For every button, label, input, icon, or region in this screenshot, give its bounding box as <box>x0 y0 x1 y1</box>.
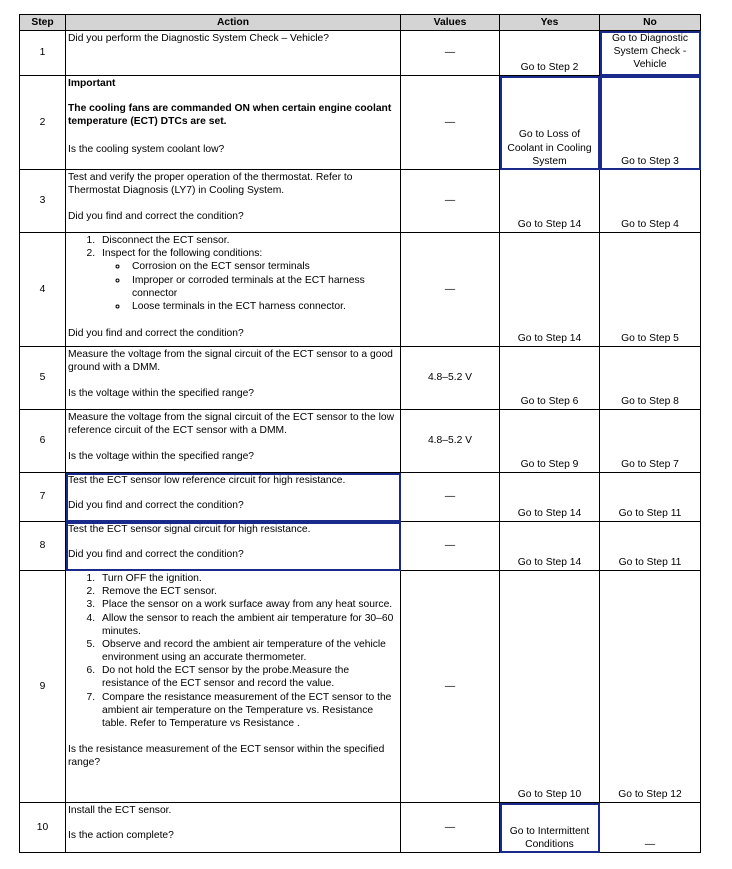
table-row <box>20 571 701 803</box>
question-text: Is the voltage within the specified range? <box>68 451 255 463</box>
values-cell: — <box>401 233 500 347</box>
question-text: Is the action complete? <box>68 830 174 842</box>
list-item: 2. Remove the ECT sensor. <box>98 585 398 598</box>
list-item: 5. Observe and record the ambient air temperature of the vehicle environment using an accurate thermometer. <box>98 638 398 664</box>
question-text: Did you find and correct the condition? <box>68 549 244 561</box>
no-link[interactable]: Go to Step 11 <box>600 522 701 571</box>
step-number: 10 <box>20 803 66 853</box>
action-cell <box>66 473 401 522</box>
values-cell: 4.8–5.2 V <box>401 347 500 410</box>
important-note: The cooling fans are commanded ON when certain engine coolant temperature (ECT) DTCs are set. <box>68 103 392 128</box>
diagnostic-table <box>19 14 701 853</box>
values-cell: — <box>401 571 500 803</box>
list-item: 4. Allow the sensor to reach the ambient air temperature for 30–60 minutes. <box>98 612 398 638</box>
yes-link[interactable]: Go to Step 14 <box>500 170 600 233</box>
no-link[interactable]: Go to Diagnostic System Check - Vehicle <box>600 31 701 76</box>
header-yes: Yes <box>500 15 600 31</box>
yes-link[interactable]: Go to Loss of Coolant in Cooling System <box>500 76 600 170</box>
instruction-text: Measure the voltage from the signal circuit of the ECT sensor to a good ground with a DMM. <box>68 349 393 374</box>
values-cell: — <box>401 803 500 853</box>
yes-link[interactable]: Go to Step 6 <box>500 347 600 410</box>
no-link[interactable]: Go to Step 12 <box>600 571 701 803</box>
step-number: 4 <box>20 233 66 347</box>
step-number: 8 <box>20 522 66 571</box>
instruction-text: Test the ECT sensor signal circuit for high resistance. <box>68 524 311 535</box>
yes-link[interactable]: Go to Intermittent Conditions <box>500 803 600 853</box>
list-item: ◦ Corrosion on the ECT sensor terminals <box>128 260 398 273</box>
table-row <box>20 233 701 347</box>
list-item: ◦ Loose terminals in the ECT harness connector. <box>128 300 398 313</box>
procedure-list <box>68 572 398 730</box>
yes-link[interactable]: Go to Step 2 <box>500 31 600 76</box>
action-cell <box>66 571 401 803</box>
header-step: Step <box>20 15 66 31</box>
table-row <box>20 522 701 571</box>
question-text: Did you find and correct the condition? <box>68 328 244 340</box>
procedure-list <box>68 234 398 313</box>
values-cell: — <box>401 31 500 76</box>
instruction-text: Install the ECT sensor. <box>68 805 172 816</box>
yes-link[interactable]: Go to Step 9 <box>500 410 600 473</box>
values-cell: — <box>401 522 500 571</box>
question-text: Is the voltage within the specified range? <box>68 388 255 400</box>
action-cell <box>66 803 401 853</box>
table-row <box>20 803 701 853</box>
table-row <box>20 347 701 410</box>
important-label: Important <box>68 78 116 89</box>
list-item: 7. Compare the resistance measurement of the ECT sensor to the ambient air temperature on the Temperature vs. Resistance table. Refer to Temperature vs Resistance . <box>98 691 398 731</box>
header-no: No <box>600 15 701 31</box>
yes-link[interactable]: Go to Step 14 <box>500 522 600 571</box>
table-row <box>20 76 701 170</box>
table-row <box>20 31 701 76</box>
header-row <box>20 15 701 31</box>
list-item-text: Inspect for the following conditions: <box>102 248 263 260</box>
header-values: Values <box>401 15 500 31</box>
action-cell <box>66 410 401 473</box>
question-text: Is the resistance measurement of the ECT sensor within the specified range? <box>68 744 385 769</box>
action-cell <box>66 347 401 410</box>
yes-link[interactable]: Go to Step 14 <box>500 473 600 522</box>
action-text: Did you perform the Diagnostic System Check – Vehicle? <box>66 31 401 76</box>
instruction-text: Measure the voltage from the signal circuit of the ECT sensor to the low reference circuit of the ECT sensor with a DMM. <box>68 412 395 437</box>
table-row <box>20 410 701 473</box>
action-cell <box>66 522 401 571</box>
no-link[interactable]: Go to Step 5 <box>600 233 701 347</box>
action-cell <box>66 76 401 170</box>
condition-list <box>102 260 398 313</box>
header-action: Action <box>66 15 401 31</box>
values-cell: — <box>401 473 500 522</box>
values-cell: — <box>401 170 500 233</box>
step-number: 1 <box>20 31 66 76</box>
no-link: — <box>600 803 701 853</box>
step-number: 2 <box>20 76 66 170</box>
list-item: 6. Do not hold the ECT sensor by the probe.Measure the resistance of the ECT sensor and record the value. <box>98 664 398 690</box>
list-item: ◦ Improper or corroded terminals at the ECT harness connector <box>128 274 398 300</box>
no-link[interactable]: Go to Step 11 <box>600 473 701 522</box>
no-link[interactable]: Go to Step 3 <box>600 76 701 170</box>
step-number: 5 <box>20 347 66 410</box>
list-item: 3. Place the sensor on a work surface away from any heat source. <box>98 598 398 611</box>
action-cell <box>66 170 401 233</box>
list-item <box>98 247 398 313</box>
no-link[interactable]: Go to Step 7 <box>600 410 701 473</box>
step-number: 6 <box>20 410 66 473</box>
list-item: 1. Turn OFF the ignition. <box>98 572 398 585</box>
table-row <box>20 170 701 233</box>
no-link[interactable]: Go to Step 8 <box>600 347 701 410</box>
values-cell: 4.8–5.2 V <box>401 410 500 473</box>
yes-link[interactable]: Go to Step 10 <box>500 571 600 803</box>
list-item: 1. Disconnect the ECT sensor. <box>98 234 398 247</box>
instruction-text: Test and verify the proper operation of the thermostat. Refer to Thermostat Diagnosis (LY7) in Cooling System. <box>68 172 353 197</box>
table-row <box>20 473 701 522</box>
yes-link[interactable]: Go to Step 14 <box>500 233 600 347</box>
no-link[interactable]: Go to Step 4 <box>600 170 701 233</box>
values-cell: — <box>401 76 500 170</box>
step-number: 3 <box>20 170 66 233</box>
action-cell <box>66 233 401 347</box>
question-text: Did you find and correct the condition? <box>68 500 244 512</box>
question-text: Is the cooling system coolant low? <box>68 143 225 155</box>
step-number: 7 <box>20 473 66 522</box>
question-text: Did you find and correct the condition? <box>68 211 244 223</box>
instruction-text: Test the ECT sensor low reference circuit for high resistance. <box>68 475 346 486</box>
step-number: 9 <box>20 571 66 803</box>
